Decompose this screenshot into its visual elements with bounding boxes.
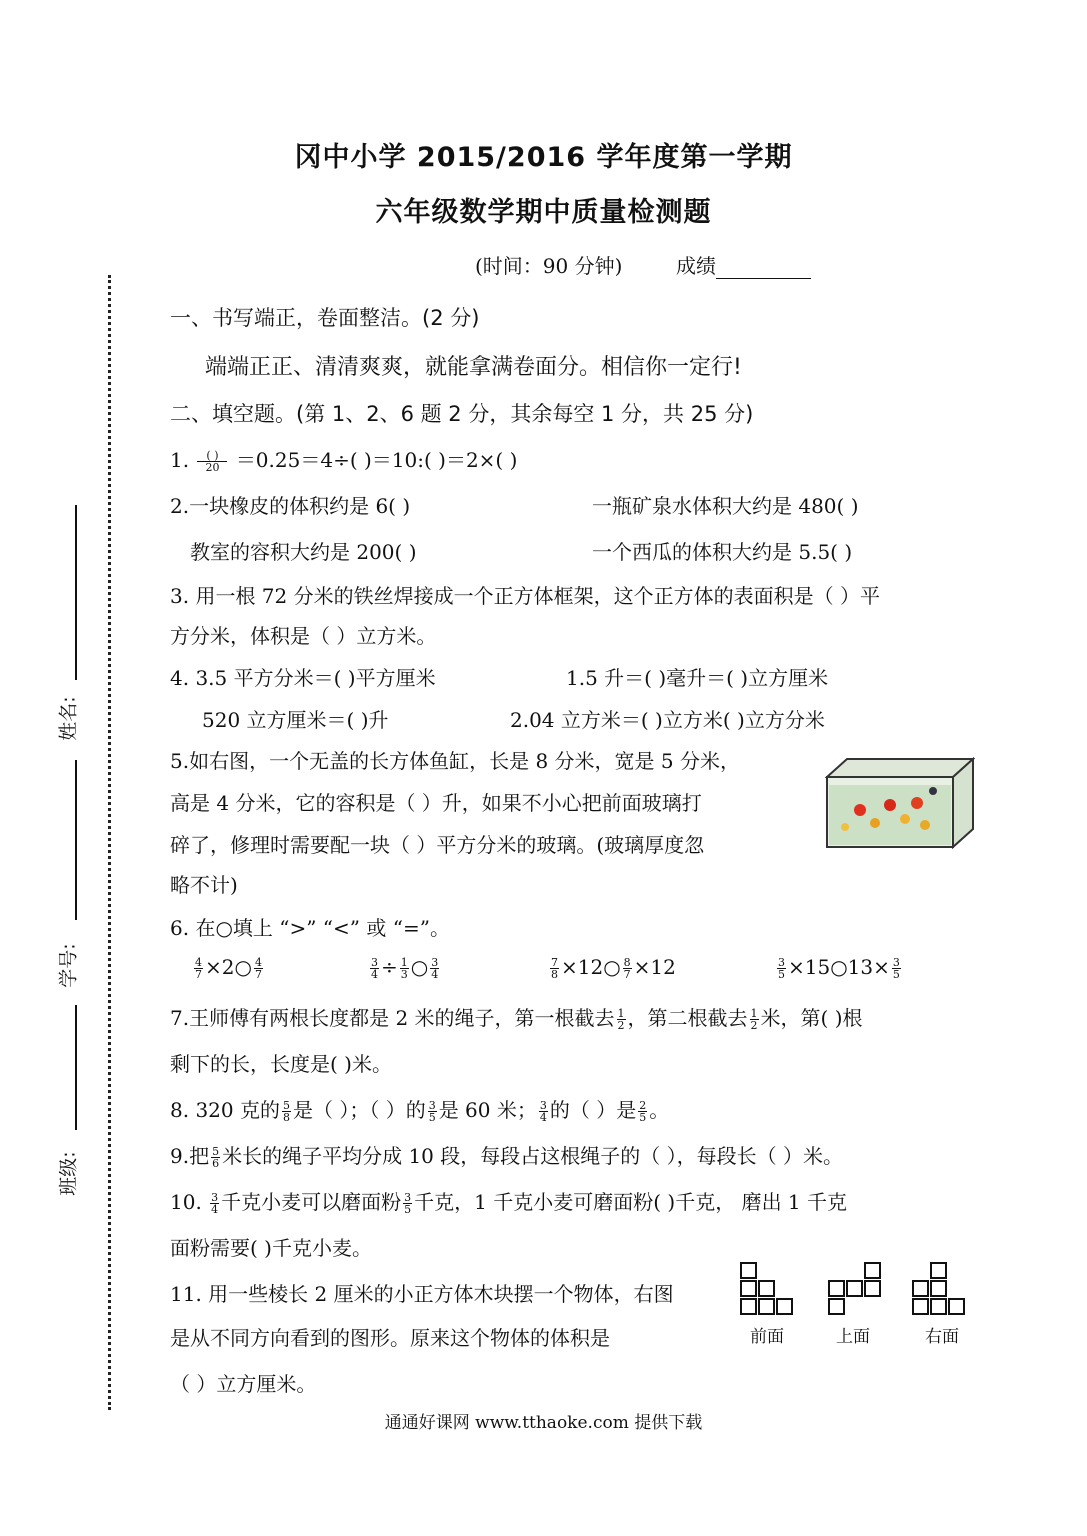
fraction: $\frac{1}{2}$	[750, 1007, 758, 1032]
fraction: $\frac{3}{5}$	[428, 1099, 436, 1124]
section-1-motto: 端端正正、清清爽爽，就能拿满卷面分。相信你一定行!	[205, 355, 742, 380]
question-4-part2: 1.5 升＝( )毫升＝( )立方厘米	[566, 666, 829, 690]
exam-title-school: 冈中小学 2015/2016 学年度第一学期	[294, 142, 793, 173]
name-blank-line	[75, 505, 77, 680]
question-10-line2: 面粉需要( )千克小麦。	[170, 1236, 372, 1260]
question-2a: 2.一块橡皮的体积约是 6( )	[170, 494, 411, 518]
grade-label: 成绩	[676, 254, 716, 278]
name-label: 姓名:	[57, 696, 80, 741]
question-10-line1: 10. $\frac{3}{4}$ 千克小麦可以磨面粉 $\frac{3}{5}$ 千克，1 千克小麦可磨面粉( )千克， 磨出 1 千克	[170, 1190, 848, 1216]
question-7-line2: 剩下的长，长度是( )米。	[170, 1052, 392, 1076]
question-11-line1: 11. 用一些棱长 2 厘米的小正方体木块摆一个物体，右图	[170, 1282, 674, 1306]
section-2-title: 二、填空题。(第 1、2、6 题 2 分，其余每空 1 分，共 25 分)	[170, 402, 754, 426]
question-2c: 教室的容积大约是 200( )	[190, 540, 417, 564]
front-view-figure	[740, 1262, 800, 1318]
fraction: $\frac{1}{3}$	[400, 956, 408, 981]
question-11-line2: 是从不同方向看到的图形。原来这个物体的体积是	[170, 1326, 610, 1350]
question-8: 8. 320 克的 $\frac{5}{8}$ 是（ ）；（ ）的 $\frac{3}{5}$ 是 60 米； $\frac{3}{4}$ 的（ ）是 $\frac{2}{5}$ 。	[170, 1098, 670, 1124]
fraction: $\frac{3}{5}$	[404, 1191, 412, 1216]
question-2d: 一个西瓜的体积大约是 5.5( )	[592, 540, 853, 564]
fraction: $\frac{( )}{20}$	[197, 450, 227, 473]
class-blank-line	[75, 1005, 77, 1130]
question-6-title: 6. 在○填上 “>” “<” 或 “=”。	[170, 916, 450, 940]
fraction: $\frac{4}{7}$	[195, 956, 202, 981]
fraction: $\frac{2}{5}$	[639, 1099, 647, 1124]
fraction: $\frac{3}{4}$	[539, 1099, 547, 1124]
question-5-line1: 5.如右图，一个无盖的长方体鱼缸，长是 8 分米，宽是 5 分米，	[170, 749, 740, 773]
section-1-title: 一、书写端正，卷面整洁。(2 分)	[170, 306, 480, 330]
fraction: $\frac{5}{6}$	[212, 1145, 220, 1170]
question-6-expr3: $\frac{7}{8}$ ×12○ $\frac{8}{7}$ ×12	[551, 955, 676, 981]
fraction: $\frac{1}{2}$	[617, 1007, 625, 1032]
fraction: $\frac{7}{8}$	[551, 956, 558, 981]
right-view-label: 右面	[925, 1327, 959, 1347]
fraction: $\frac{3}{5}$	[892, 956, 900, 981]
question-5-line4: 略不计)	[170, 873, 238, 897]
fraction: $\frac{5}{8}$	[282, 1099, 290, 1124]
class-label: 班级:	[57, 1151, 80, 1196]
question-3-line2: 方分米，体积是（ ）立方米。	[170, 624, 437, 648]
question-4-part1: 4. 3.5 平方分米＝( )平方厘米	[170, 666, 436, 690]
top-view-figure	[828, 1262, 888, 1318]
question-5-line2: 高是 4 分米，它的容积是（ ）升，如果不小心把前面玻璃打	[170, 791, 702, 815]
right-view-figure	[912, 1262, 972, 1318]
question-5-line3: 碎了，修理时需要配一块（ ）平方分米的玻璃。(玻璃厚度忽	[170, 833, 705, 857]
fraction: $\frac{3}{4}$	[431, 956, 439, 981]
question-11-line3: （ ）立方厘米。	[170, 1372, 317, 1396]
question-4-part4: 2.04 立方米＝( )立方米( )立方分米	[510, 708, 825, 732]
exam-title-subject: 六年级数学期中质量检测题	[375, 197, 712, 228]
front-view-label: 前面	[750, 1327, 784, 1347]
fraction: $\frac{3}{5}$	[778, 956, 785, 981]
fish-tank-image	[825, 755, 975, 850]
grade-blank	[716, 260, 811, 279]
fraction: $\frac{3}{4}$	[211, 1191, 219, 1216]
time-limit: (时间：90 分钟)	[475, 254, 623, 278]
number-blank-line	[75, 760, 77, 920]
fraction: $\frac{4}{7}$	[254, 956, 262, 981]
fraction: $\frac{8}{7}$	[623, 956, 631, 981]
number-label: 学号:	[57, 943, 80, 988]
footer-source: 通通好课网 www.tthaoke.com 提供下载	[384, 1413, 703, 1433]
question-4-part3: 520 立方厘米＝( )升	[202, 708, 389, 732]
question-2b: 一瓶矿泉水体积大约是 480( )	[592, 494, 859, 518]
top-view-label: 上面	[836, 1327, 870, 1347]
grade-field	[676, 250, 811, 279]
question-6-expr1: $\frac{4}{7}$ ×2○ $\frac{4}{7}$	[195, 955, 262, 981]
question-6-expr4: $\frac{3}{5}$ ×15○13× $\frac{3}{5}$	[778, 955, 900, 981]
question-1: 1. $\frac{( )}{20}$ ＝0.25＝4÷( )＝10:( )＝2×( )	[170, 448, 518, 474]
binding-line	[108, 275, 111, 1410]
question-9: 9.把 $\frac{5}{6}$ 米长的绳子平均分成 10 段，每段占这根绳子的（ ），每段长（ ）米。	[170, 1144, 843, 1170]
question-7-line1: 7.王师傅有两根长度都是 2 米的绳子，第一根截去 $\frac{1}{2}$ ，第二根截去 $\frac{1}{2}$ 米，第( )根	[170, 1006, 863, 1032]
question-6-expr2: $\frac{3}{4}$ ÷ $\frac{1}{3}$ ○ $\frac{3}{4}$	[371, 955, 439, 981]
fraction: $\frac{3}{4}$	[371, 956, 378, 981]
question-3-line1: 3. 用一根 72 分米的铁丝焊接成一个正方体框架，这个正方体的表面积是（ ）平	[170, 584, 880, 608]
